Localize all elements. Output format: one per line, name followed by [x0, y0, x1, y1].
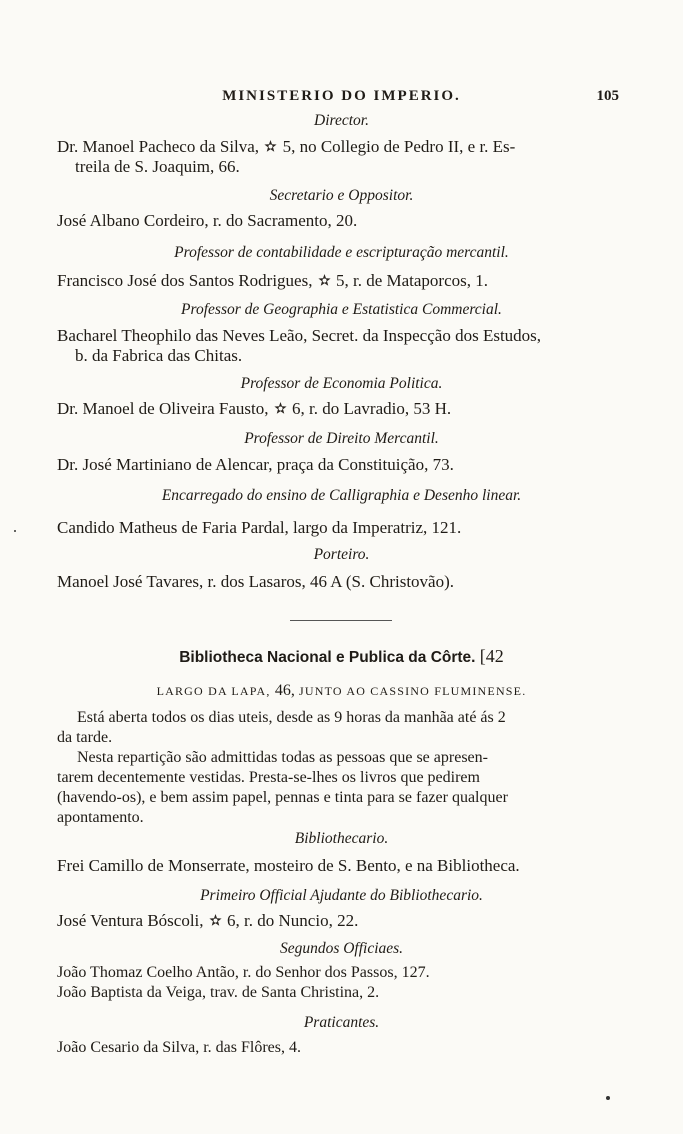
- prof-geography-heading: Professor de Geographia e Estatistica Commercial.: [181, 301, 502, 318]
- prof-geography-address: b. da Fabrica das Chitas.: [75, 346, 243, 365]
- porter-entry: Manoel José Tavares, r. dos Lasaros, 46 A (S. Christovão).: [57, 572, 455, 591]
- prof-accounting-address: 5, r. de Mataporcos, 1.: [335, 271, 488, 290]
- library-rules-line: Nesta repartição são admittidas todas as pessoas que se apresen-: [77, 749, 488, 766]
- order-insignia-icon: [317, 273, 332, 288]
- second-officer-entry: João Baptista da Veiga, trav. de Santa Christina, 2.: [57, 984, 380, 1001]
- prof-law-entry: Dr. José Martiniano de Alencar, praça da Constituição, 73.: [57, 455, 454, 474]
- header-title: MINISTERIO DO IMPERIO.: [222, 88, 461, 104]
- prof-geography-name: Bacharel Theophilo das Neves Leão, Secret. da Inspecção dos Estudos,: [57, 326, 542, 345]
- running-header: [0, 88, 683, 110]
- prof-economy-name: Dr. Manoel de Oliveira Fausto,: [57, 399, 269, 418]
- prof-economy-entry: [57, 399, 627, 419]
- director-address: 5, no Collegio de Pedro II, e r. Es-: [282, 137, 516, 156]
- section-divider: [290, 620, 392, 621]
- second-officer-entry: João Thomaz Coelho Antão, r. do Senhor dos Passos, 127.: [57, 964, 430, 981]
- prof-accounting-name: Francisco José dos Santos Rodrigues,: [57, 271, 313, 290]
- secretary-heading: Secretario e Oppositor.: [269, 187, 414, 204]
- library-title: Bibliotheca Nacional e Publica da Côrte.: [179, 649, 476, 666]
- first-officer-name: José Ventura Bóscoli,: [57, 911, 204, 930]
- order-insignia-icon: [208, 913, 223, 928]
- library-rules-paragraph: [57, 748, 627, 828]
- library-hours-line: Está aberta todos os dias uteis, desde as 9 horas da manhãa até ás 2: [77, 709, 506, 726]
- ink-speck: [606, 1096, 610, 1100]
- order-insignia-icon: [263, 139, 278, 154]
- first-officer-address: 6, r. do Nuncio, 22.: [227, 911, 359, 930]
- calligraphy-heading: Encarregado do ensino de Calligraphia e Desenho linear.: [161, 487, 522, 504]
- library-rules-line: (havendo-os), e bem assim papel, pennas e tinta para se fazer qualquer: [57, 789, 508, 806]
- director-entry: [57, 137, 627, 177]
- director-name: Dr. Manoel Pacheco da Silva,: [57, 137, 260, 156]
- library-address-number: 46,: [274, 682, 295, 699]
- interns-heading: Praticantes.: [303, 1014, 380, 1031]
- library-hours-line: da tarde.: [57, 729, 113, 746]
- porter-heading: Porteiro.: [313, 546, 370, 563]
- library-title-number: [42: [479, 646, 504, 666]
- second-officers-heading: Segundos Officiaes.: [279, 940, 404, 957]
- secretary-entry: José Albano Cordeiro, r. do Sacramento, 20.: [57, 211, 358, 230]
- library-address-street: LARGO DA LAPA,: [156, 684, 271, 698]
- first-officer-entry: [57, 911, 627, 931]
- director-address-cont: treila de S. Joaquim, 66.: [75, 157, 240, 176]
- prof-economy-heading: Professor de Economia Politica.: [240, 375, 443, 392]
- calligraphy-entry: Candido Matheus de Faria Pardal, largo da Imperatriz, 121.: [57, 518, 462, 537]
- library-hours-paragraph: [57, 708, 627, 748]
- prof-geography-entry: [57, 326, 627, 366]
- director-heading: Director.: [314, 112, 369, 129]
- order-insignia-icon: [273, 401, 288, 416]
- prof-accounting-heading: Professor de contabilidade e escripturação mercantil.: [174, 244, 509, 261]
- library-section-title: [0, 646, 683, 667]
- intern-entry: João Cesario da Silva, r. das Flôres, 4.: [57, 1039, 301, 1056]
- prof-economy-address: 6, r. do Lavradio, 53 H.: [292, 399, 452, 418]
- library-rules-line: apontamento.: [57, 809, 144, 826]
- library-rules-line: tarem decentemente vestidas. Presta-se-lhes os livros que pedirem: [57, 769, 480, 786]
- library-address-landmark: JUNTO AO CASSINO FLUMINENSE.: [299, 684, 527, 698]
- librarian-heading: Bibliothecario.: [294, 830, 389, 847]
- library-address: [0, 682, 683, 700]
- prof-law-heading: Professor de Direito Mercantil.: [244, 430, 439, 447]
- first-officer-heading: Primeiro Official Ajudante do Bibliothecario.: [200, 887, 483, 904]
- page-number: 105: [596, 88, 619, 104]
- second-officers-list: [57, 963, 627, 1003]
- ink-speck: [14, 530, 16, 532]
- prof-accounting-entry: [57, 271, 627, 291]
- librarian-entry: Frei Camillo de Monserrate, mosteiro de S. Bento, e na Bibliotheca.: [57, 856, 520, 875]
